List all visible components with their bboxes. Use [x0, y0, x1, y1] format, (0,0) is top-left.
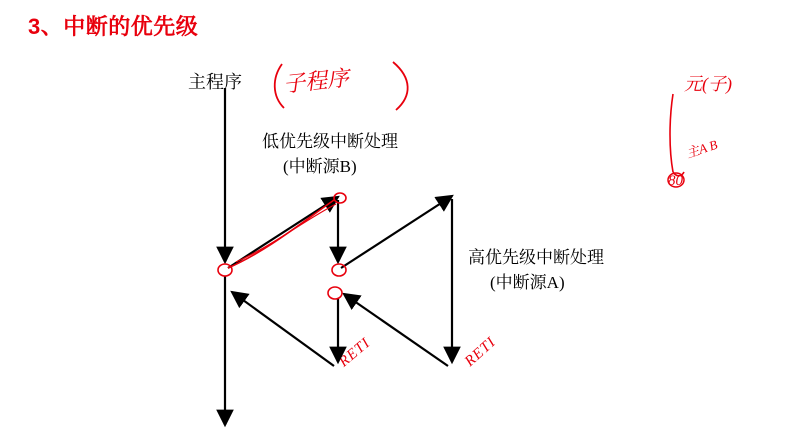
label-low-priority-line2: (中断源B) — [283, 157, 357, 176]
handwriting-right-note-3: 80 — [668, 173, 683, 189]
handwriting-right-note-1: 元(子) — [684, 74, 732, 94]
low-priority-branch — [228, 197, 338, 366]
page-title: 3、中断的优先级 — [28, 14, 199, 39]
handwriting-right-note-2: 主A B — [684, 136, 720, 161]
handwriting-top-scribble: 子程序 — [281, 65, 351, 97]
handwriting-reti-left: RETI — [336, 335, 374, 371]
handwriting-marks — [218, 62, 732, 299]
label-high-priority-line2: (中断源A) — [490, 273, 565, 292]
label-main-program: 主程序 — [188, 72, 242, 92]
label-low-priority-line1: 低优先级中断处理 — [262, 132, 398, 151]
high-priority-branch — [341, 196, 452, 366]
handwriting-reti-right: RETI — [462, 334, 500, 370]
label-high-priority-line1: 高优先级中断处理 — [468, 248, 604, 267]
